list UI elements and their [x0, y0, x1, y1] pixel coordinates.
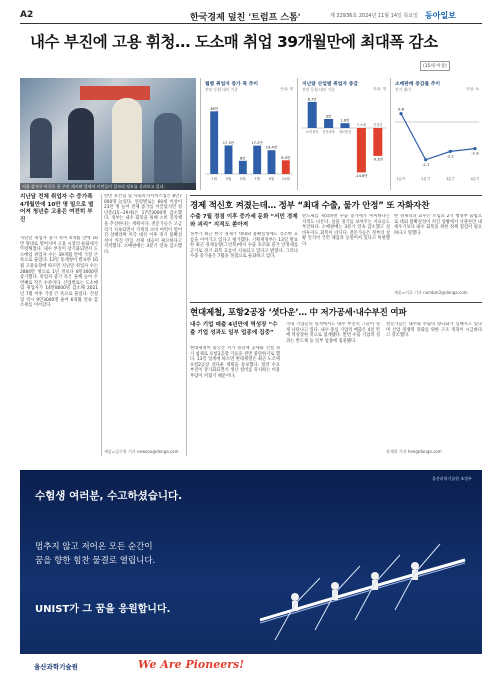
- chart-tick-label: 전문과학: [322, 130, 335, 134]
- photo-person: [68, 108, 94, 180]
- chart-data-label: -2.7: [421, 161, 430, 167]
- chart-data-label: 3만: [325, 114, 332, 119]
- chart-tick-label: 보건복지: [306, 130, 319, 134]
- ad-headline: 수험생 여러분, 수고하셨습니다.: [35, 490, 183, 502]
- chart-tick-label: 건설업: [373, 123, 383, 127]
- chart-data-label: 17.2만: [251, 141, 263, 146]
- article3-col2: 국내 기업들의 실적에서도 내수 부진의 그늘이 짙게 나타나고 있다. 내수 중심 기업의 매출은 4년 만에 역성장한 것으로 집계됐다. 반면 수출 기업의 성과는 반도체 등 일부 업종에 집중됐다.: [286, 322, 380, 344]
- main-headline: 내수 부진에 고용 휘청… 도소매 취업 39개월만에 최대폭 감소: [30, 33, 438, 51]
- ad-footer: [20, 654, 482, 681]
- photo-person: [30, 118, 52, 178]
- page-number: A2: [20, 10, 34, 20]
- article2-col3: 한 경제학과 교수는 트럼프 2기 행정부 출범으로 대외 불확실성이 커진 상황에서 낙관론만 내세우기보다 내수 회복을 위한 정책 점검이 필요하다고 말했다.: [394, 214, 482, 236]
- news-photo: [20, 78, 196, 190]
- chart-data-label: 17.3만: [222, 140, 235, 145]
- chart-data-label: -14.8만: [355, 173, 368, 178]
- column-divider: [101, 194, 102, 456]
- chart-bar: [373, 128, 382, 156]
- chart-data-label: 8.3만: [281, 155, 291, 160]
- chart-data-label: 38만: [210, 106, 219, 111]
- unit-note: (15세 이상): [420, 61, 450, 71]
- photo-person: [154, 113, 182, 183]
- chart-tick-label: 정보통신: [338, 130, 352, 134]
- chart-title: 소매판매 증감률 추이: [395, 82, 441, 87]
- ad-tagline: UNIST가 그 꿈을 응원합니다.: [35, 604, 171, 615]
- chart-bar: [282, 160, 290, 174]
- chart-tick-label: 3월: [225, 177, 232, 181]
- article3-col3: 전문가들은 내수와 수출의 양극화가 심해지고 있다며 산업 경쟁력 강화를 위한 구조 개혁이 시급하다고 강조했다.: [386, 322, 482, 339]
- chart-subtitle: 전기 대비: [395, 87, 411, 92]
- chart-tick-label: 5월: [239, 177, 246, 181]
- chart-unit: 단위: 명: [280, 87, 293, 91]
- article1-byline: 세종=김수현 기자 newsoo@donga.com: [104, 449, 179, 454]
- chart-subtitle: 전년 동월 대비 기준: [205, 87, 238, 92]
- chart-series-line: [401, 114, 475, 160]
- chart-tick-label: 4분기: [470, 177, 480, 181]
- photo-person: [112, 98, 142, 183]
- ad-badge: 울산과학기술원 조정부: [432, 476, 472, 481]
- unist-advertisement: [20, 470, 482, 681]
- chart-tick-label: 9월: [268, 177, 275, 181]
- photo-sign: [80, 86, 150, 100]
- chart-tick-label: 10월: [281, 177, 290, 181]
- article2-col2: 반도체를 제외하면 수출 증가세가 미미하다는 지적도 나온다. 실물 경기를 보여주는 지표들도 부진하다. 소매판매는 3분기 연속 감소했고 설비투자도 회복이 더디다. 전문가들은 정부의 상황 인식이 국민 체감과 동떨어져 있다고 비판했다.: [302, 214, 390, 247]
- chart-retail-sales: [390, 78, 482, 190]
- article3-byline: 한재희 기자 hee@donga.com: [386, 449, 442, 454]
- chart-bar: [357, 128, 366, 172]
- chart-title: 지난달 산업별 취업자 증감: [302, 82, 358, 87]
- chart-bar: [340, 123, 349, 128]
- article2-subtitle: 수출 7월 정점 이후 증가세 둔화 “서민 경제와 괴리” 지적도 쏟아져: [190, 214, 298, 228]
- section-title: 한국경제 덮친 '트럼프 스톰': [190, 13, 301, 23]
- section-rule: [190, 195, 482, 196]
- chart-tick-label: 7월: [254, 177, 261, 181]
- chart-svg: [298, 94, 390, 188]
- chart-unit: 단위: %: [466, 87, 479, 91]
- article1-col2: 반면 보건업 및 사회복지서비스업은 8만7000명 늘었다. 연령별로는 60세 이상이 23만 명 늘어 전체 증가를 이끌었지만 청년층(15∼29세)은 17만3000명 감소했다. 정부는 내수 회복을 위해 소비 진작책을 추진한다는 계획이다. 전문가들은 고금리가 지속되면서 가계의 소비 여력이 떨어진 상태라며 미국 대선 이후 경기 불확실성이 커진 만큼 선제 대응이 필요하다고 지적했다. 소매판매는 3분기 연속 감소했다.: [104, 194, 182, 255]
- paper-logo: 동아일보: [425, 11, 456, 20]
- chart-data-label: -9.3만: [372, 157, 384, 162]
- article3-subtitle: 내수 기업 매출 4년만에 역성장 “수출 기업 성과도 일부 업종에 집중”: [190, 322, 278, 336]
- chart-point: [399, 112, 402, 115]
- chart-bar: [324, 119, 333, 128]
- chart-bar: [308, 102, 317, 128]
- chart-svg: [391, 94, 483, 188]
- chart-monthly-employment: [200, 78, 296, 190]
- chart-title: 월별 취업자 증가 폭 추이: [205, 82, 259, 87]
- chart-svg: [201, 94, 297, 188]
- article3-col1: 현대제철이 중국산 저가 철강재 공세와 건설 경기 침체로 포항2공장 가동을 전면 중단하기로 했다. 13일 업계에 따르면 현대제철은 최근 노조에 포항2공장 셧다운 계획을 통보했다. 철강 수요 부진이 장기화되면서 생산 설비를 유지하는 비용 부담이 커졌기 때문이다.: [190, 346, 280, 379]
- section-rule: [190, 302, 482, 303]
- column-divider: [186, 194, 187, 456]
- ad-slogan: We Are Pioneers!: [138, 658, 245, 671]
- header-rule: [20, 23, 482, 24]
- article1-col1: 지난달 취업자 증가 폭이 4개월 만에 10만 명대로 떨어지며 고용 시장의 둔화세가 뚜렷해졌다. 내수 부진이 장기화되면서 도소매업 취업자 수는 39개월 만에 가장 큰 폭으로 줄었다. 13일 통계청이 발표한 10월 고용동향에 따르면 지난달 취업자 수는 2884만 명으로 1년 전보다 8만3000명 증가했다. 취업자 증가 폭은 올해 들어 두 번째로 작은 수준이다. 산업별로는 도소매업 취업자가 14만8000명 감소해 2021년 7월 이후 가장 큰 폭으로 줄었다. 건설업 역시 9만3000명 줄어 6개월 연속 감소세를 이어갔다.: [20, 236, 98, 309]
- chart-tick-label: 2분기: [421, 177, 431, 181]
- ad-logo: 울산과학기술원: [34, 663, 78, 671]
- article1-lead: 지난달 전체 취업자 수 증가폭 4개월만에 10만 명 밑으로 떨어져 청년층 고용은 여전히 부진: [20, 194, 94, 223]
- chart-subtitle: 전년 동월 대비 기준: [302, 87, 335, 92]
- chart-tick-label: 3분기: [445, 177, 455, 181]
- chart-unit: 단위: 명: [373, 87, 386, 91]
- chart-data-label: 8만: [239, 156, 246, 161]
- article2-col1: 정부가 최근 한국 경제가 대내외 불확실성에도 견조한 흐름을 이어가고 있다고 평가했다. 기획재정부는 13일 발표한 최근 경제동향(그린북)에서 수출 호조와 물가 안정세를 근거로 경기 회복 흐름이 지속되고 있다고 밝혔다. 그러나 수출 증가율은 7월을 정점으로 둔화하고 있다.: [190, 232, 298, 260]
- article2-title: 경제 적신호 켜졌는데… 정부 “최대 수출, 물가 안정” 또 자화자찬: [190, 201, 430, 211]
- chart-data-label: 1.6만: [340, 118, 350, 123]
- chart-tick-label: 1분기: [396, 177, 406, 181]
- chart-tick-label: 도소매: [356, 123, 367, 127]
- ad-line: 멈추지 않고 저어온 모든 순간이: [35, 542, 153, 552]
- chart-bar: [239, 161, 247, 174]
- ad-line: 꿈을 향한 힘찬 물결로 열립니다.: [35, 556, 156, 566]
- chart-industry-employment: [297, 78, 389, 190]
- chart-bar: [253, 146, 261, 174]
- issue-date: 제 32936호 2024년 11월 14일 목요일: [330, 13, 418, 19]
- chart-tick-label: 1월: [211, 177, 218, 181]
- article3-title: 현대제철, 포항2공장 ‘셧다운’… 中 저가공세·내수부진 여파: [190, 308, 407, 318]
- chart-data-label: -1.9: [471, 150, 479, 156]
- article2-byline: 세종=이호 기자 number2@donga.com: [394, 290, 468, 295]
- chart-data-label: 14.4만: [265, 145, 278, 150]
- chart-data-label: 8.7만: [307, 97, 317, 102]
- chart-data-label: 0.6: [397, 106, 405, 112]
- chart-data-label: -2.1: [446, 153, 455, 159]
- chart-bar: [268, 150, 276, 174]
- photo-caption: 서울 강서구 마곡동 한 구인 게시판 앞에서 시민들이 일자리 정보를 살펴보고 있다.: [20, 183, 196, 190]
- chart-bar: [210, 111, 218, 174]
- rowing-boat-illustration: [250, 500, 475, 650]
- chart-bar: [225, 145, 233, 174]
